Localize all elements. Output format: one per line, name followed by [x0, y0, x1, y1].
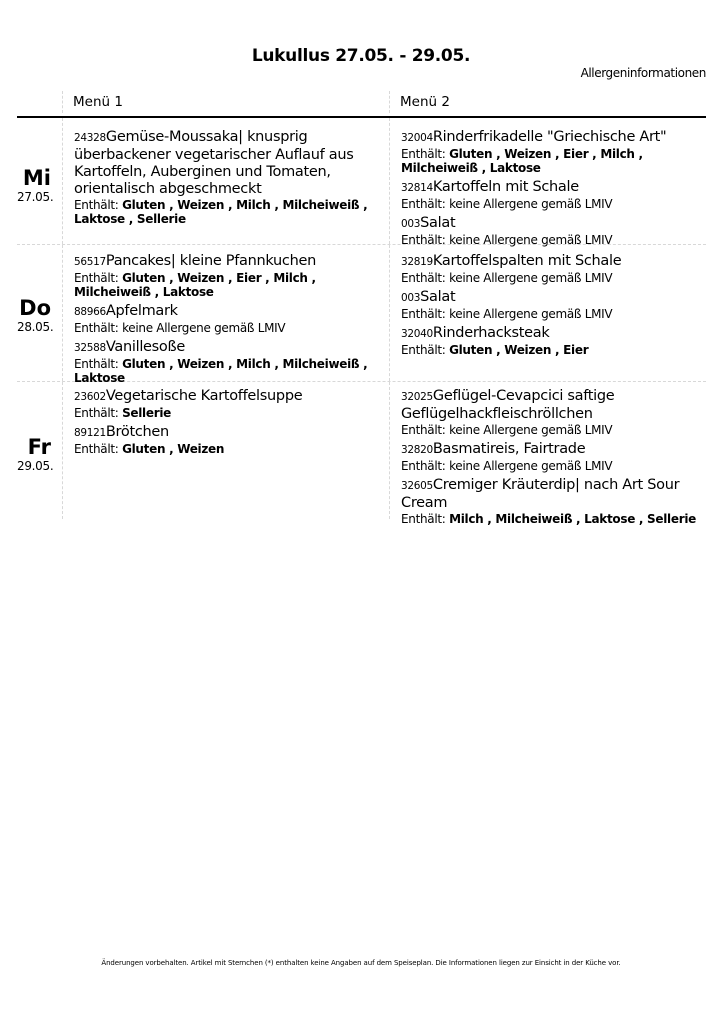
dish-name: Rinderhacksteak: [432, 325, 550, 341]
allergen-prefix: Enthält:: [74, 198, 119, 212]
day-name: Mi: [22, 166, 51, 190]
dish-title: [401, 253, 706, 271]
allergen-prefix: Enthält:: [401, 423, 446, 437]
dish-item: [74, 424, 389, 456]
allergen-list: Gluten , Weizen , Eier , Milch , Milcheiweiß , Laktose: [401, 147, 643, 175]
allergen-info: [74, 321, 389, 335]
allergen-list: Sellerie: [122, 406, 171, 420]
dish-item: [74, 388, 389, 420]
dish-code: 32814: [401, 182, 433, 194]
allergen-list: Gluten , Weizen , Eier: [449, 343, 589, 357]
allergen-prefix: Enthält:: [401, 271, 446, 285]
allergen-prefix: Enthält:: [401, 147, 446, 161]
dish-title: [401, 388, 706, 423]
allergen-prefix: Enthält:: [74, 406, 119, 420]
dish-title: [74, 129, 389, 198]
dish-name: Apfelmark: [105, 303, 178, 319]
dish-name: Vanillesoße: [105, 339, 185, 355]
dish-title: [401, 289, 706, 307]
dish-name: Pancakes| kleine Pfannkuchen: [105, 253, 317, 269]
dish-title: [401, 215, 706, 233]
allergen-prefix: Enthält:: [74, 357, 119, 371]
allergen-list: keine Allergene gemäß LMIV: [449, 233, 613, 247]
table-header: [17, 91, 706, 118]
dish-name: Salat: [420, 289, 456, 305]
dish-title: [401, 179, 706, 197]
dish-code: 003: [401, 218, 421, 230]
allergen-list: keine Allergene gemäß LMIV: [449, 197, 613, 211]
menu1-cell: [62, 245, 389, 385]
allergen-list: Gluten , Weizen , Eier , Milch , Milcheiweiß , Laktose: [74, 271, 316, 299]
dish-name: Basmatireis, Fairtrade: [432, 441, 586, 457]
dish-name: Geflügel-Cevapcici saftige Geflügelhackfleischröllchen: [401, 388, 615, 422]
dish-item: [401, 325, 706, 357]
dish-title: [401, 477, 706, 512]
day-date: 29.05.: [17, 459, 54, 473]
dish-title: [74, 424, 389, 442]
allergen-list: keine Allergene gemäß LMIV: [449, 271, 613, 285]
dish-item: [401, 129, 706, 175]
day-name: Fr: [27, 435, 51, 459]
dish-code: 24328: [74, 132, 106, 144]
dish-item: [401, 477, 706, 526]
allergen-info: [401, 459, 706, 473]
dish-code: 23602: [74, 391, 106, 403]
menu1-cell: [62, 382, 389, 519]
allergen-info: [74, 406, 389, 420]
day-label: [17, 166, 54, 204]
allergen-info: [74, 271, 389, 299]
dish-item: [401, 289, 706, 321]
allergen-info: [401, 343, 706, 357]
allergen-prefix: Enthält:: [74, 442, 119, 456]
dish-name: Kartoffelspalten mit Schale: [432, 253, 622, 269]
dish-code: 003: [401, 292, 421, 304]
dish-item: [74, 253, 389, 299]
dish-code: 32004: [401, 132, 433, 144]
allergen-list: Milch , Milcheiweiß , Laktose , Sellerie: [449, 512, 696, 526]
allergen-list: Gluten , Weizen , Milch , Milcheiweiß , Laktose , Sellerie: [74, 198, 368, 226]
dish-name: Salat: [420, 215, 456, 231]
column-header-menu2: Menü 2: [389, 91, 450, 113]
allergen-info: [401, 423, 706, 437]
menu2-cell: [389, 382, 706, 526]
dish-item: [401, 388, 706, 437]
allergen-prefix: Enthält:: [401, 343, 446, 357]
allergen-prefix: Enthält:: [401, 459, 446, 473]
allergen-info: [401, 147, 706, 175]
dish-title: [74, 339, 389, 357]
dish-code: 32025: [401, 391, 433, 403]
allergen-info: [74, 198, 389, 226]
day-date: 27.05.: [17, 190, 54, 204]
page-title: Lukullus 27.05. - 29.05.: [251, 46, 471, 66]
allergen-list: keine Allergene gemäß LMIV: [449, 423, 613, 437]
allergen-info: [74, 442, 389, 456]
allergen-info: [401, 197, 706, 211]
dish-title: [74, 303, 389, 321]
dish-code: 32588: [74, 342, 106, 354]
day-label: [17, 435, 54, 473]
dish-code: 88966: [74, 306, 106, 318]
allergen-info: [401, 271, 706, 285]
dish-item: [401, 215, 706, 247]
dish-code: 56517: [74, 256, 106, 268]
menu2-cell: [389, 245, 706, 381]
allergen-prefix: Enthält:: [401, 233, 446, 247]
allergen-info-link[interactable]: Allergeninformationen: [580, 66, 706, 80]
dish-name: Gemüse-Moussaka| knusprig überbackener vegetarischer Auflauf aus Kartoffeln, Auberginen und Tomaten, orientalisch abgeschmeckt: [74, 129, 354, 197]
allergen-list: Gluten , Weizen , Milch , Milcheiweiß , Laktose: [74, 357, 368, 385]
allergen-prefix: Enthält:: [74, 321, 119, 335]
allergen-list: Gluten , Weizen: [122, 442, 225, 456]
column-header-menu1: Menü 1: [62, 91, 123, 113]
day-name: Do: [19, 296, 51, 320]
dish-title: [401, 441, 706, 459]
dish-name: Cremiger Kräuterdip| nach Art Sour Cream: [401, 477, 680, 511]
allergen-prefix: Enthält:: [74, 271, 119, 285]
allergen-list: keine Allergene gemäß LMIV: [449, 307, 613, 321]
allergen-info: [401, 307, 706, 321]
dish-item: [74, 339, 389, 385]
allergen-info: [401, 512, 706, 526]
menu1-cell: [62, 118, 389, 244]
dish-code: 32820: [401, 444, 433, 456]
allergen-list: keine Allergene gemäß LMIV: [122, 321, 286, 335]
dish-item: [401, 441, 706, 473]
allergen-prefix: Enthält:: [401, 197, 446, 211]
dish-code: 89121: [74, 427, 106, 439]
dish-title: [74, 253, 389, 271]
dish-name: Rinderfrikadelle "Griechische Art": [432, 129, 667, 145]
dish-title: [401, 129, 706, 147]
day-row-fr: [17, 382, 706, 526]
allergen-prefix: Enthält:: [401, 307, 446, 321]
day-label: [17, 296, 54, 334]
day-date: 28.05.: [17, 320, 54, 334]
dish-item: [74, 303, 389, 335]
dish-item: [401, 253, 706, 285]
dish-title: [74, 388, 389, 406]
dish-title: [401, 325, 706, 343]
allergen-prefix: Enthält:: [401, 512, 446, 526]
dish-name: Brötchen: [105, 424, 169, 440]
dish-code: 32819: [401, 256, 433, 268]
footer-note: Änderungen vorbehalten. Artikel mit Sternchen (*) enthalten keine Angaben auf dem Speiseplan. Die Informationen liegen zur Einsicht in der Küche vor.: [101, 959, 621, 967]
day-row-do: [17, 245, 706, 385]
allergen-info: [74, 357, 389, 385]
dish-name: Vegetarische Kartoffelsuppe: [105, 388, 303, 404]
dish-code: 32040: [401, 328, 433, 340]
dish-name: Kartoffeln mit Schale: [432, 179, 579, 195]
dish-item: [74, 129, 389, 226]
menu2-cell: [389, 118, 706, 247]
allergen-list: keine Allergene gemäß LMIV: [449, 459, 613, 473]
dish-item: [401, 179, 706, 211]
day-row-mi: [17, 118, 706, 245]
dish-code: 32605: [401, 480, 433, 492]
